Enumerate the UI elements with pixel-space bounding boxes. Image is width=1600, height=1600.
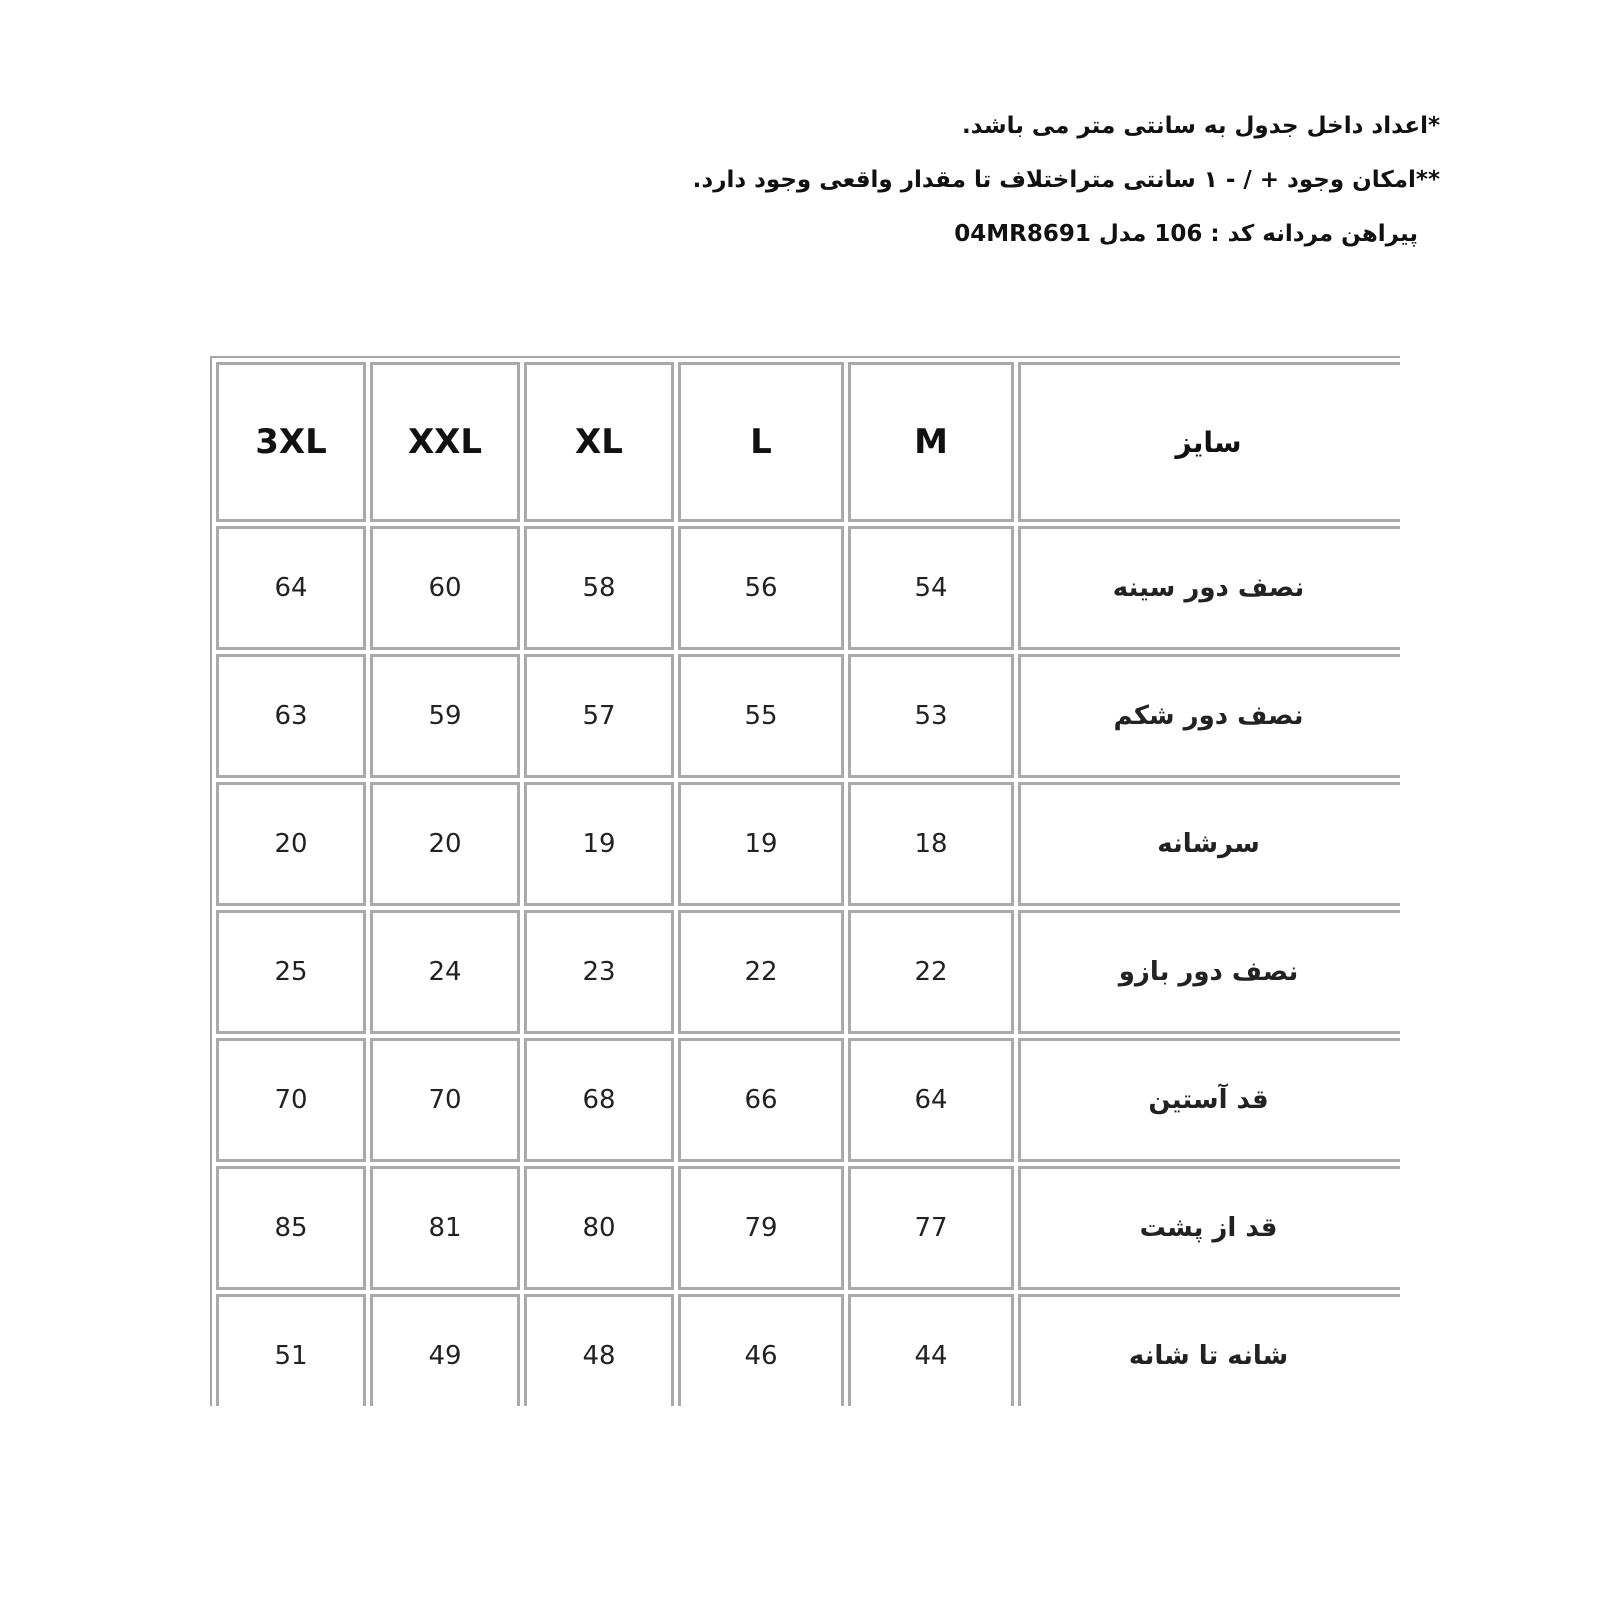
table-cell: 63: [216, 654, 366, 778]
row-label: نصف دور بازو: [1018, 910, 1400, 1034]
table-cell: 22: [848, 910, 1014, 1034]
table-header-row: [216, 362, 1400, 522]
table-cell: 23: [524, 910, 674, 1034]
table-cell: 60: [370, 526, 520, 650]
tolerance-note: **امکان وجود + / - ۱ سانتی متراختلاف تا مقدار واقعی وجود دارد.: [692, 167, 1440, 193]
table-cell: 25: [216, 910, 366, 1034]
size-header-xxl: XXL: [370, 362, 520, 522]
table-cell: 18: [848, 782, 1014, 906]
table-cell: 20: [216, 782, 366, 906]
table-row: [216, 910, 1400, 1034]
table-cell: 64: [216, 526, 366, 650]
table-cell: 66: [678, 1038, 844, 1162]
notes-block: [540, 112, 1440, 274]
row-label: نصف دور شکم: [1018, 654, 1400, 778]
units-note: *اعداد داخل جدول به سانتی متر می باشد.: [961, 113, 1440, 139]
table-cell: 20: [370, 782, 520, 906]
row-label: قد از پشت: [1018, 1166, 1400, 1290]
table-cell: 19: [678, 782, 844, 906]
table-cell: 24: [370, 910, 520, 1034]
table-cell: 54: [848, 526, 1014, 650]
table-cell: 57: [524, 654, 674, 778]
size-header-label: سایز: [1018, 362, 1400, 522]
table-cell: 79: [678, 1166, 844, 1290]
size-header-l: L: [678, 362, 844, 522]
table-cell: 55: [678, 654, 844, 778]
table-cell: 59: [370, 654, 520, 778]
table-cell: 81: [370, 1166, 520, 1290]
table-cell: 77: [848, 1166, 1014, 1290]
table-row: [216, 1038, 1400, 1162]
row-label: شانه تا شانه: [1018, 1294, 1400, 1406]
table-cell: 64: [848, 1038, 1014, 1162]
table-cell: 68: [524, 1038, 674, 1162]
table-cell: 70: [216, 1038, 366, 1162]
size-header-3xl: 3XL: [216, 362, 366, 522]
table-cell: 49: [370, 1294, 520, 1406]
row-label: سرشانه: [1018, 782, 1400, 906]
table-cell: 58: [524, 526, 674, 650]
product-title: پیراهن مردانه کد : 106 مدل 04MR8691: [954, 221, 1418, 247]
table-cell: 53: [848, 654, 1014, 778]
table-cell: 56: [678, 526, 844, 650]
row-label: نصف دور سینه: [1018, 526, 1400, 650]
table-cell: 46: [678, 1294, 844, 1406]
size-header-xl: XL: [524, 362, 674, 522]
table-cell: 70: [370, 1038, 520, 1162]
table-cell: 80: [524, 1166, 674, 1290]
size-table-wrapper: [210, 356, 1400, 1406]
table-cell: 19: [524, 782, 674, 906]
table-row: [216, 782, 1400, 906]
table-row: [216, 654, 1400, 778]
table-row: [216, 1166, 1400, 1290]
table-cell: 48: [524, 1294, 674, 1406]
row-label: قد آستین: [1018, 1038, 1400, 1162]
size-table: [210, 356, 1400, 1406]
table-cell: 51: [216, 1294, 366, 1406]
table-cell: 85: [216, 1166, 366, 1290]
table-row: [216, 1294, 1400, 1406]
table-cell: 22: [678, 910, 844, 1034]
table-row: [216, 526, 1400, 650]
size-header-m: M: [848, 362, 1014, 522]
table-cell: 44: [848, 1294, 1014, 1406]
